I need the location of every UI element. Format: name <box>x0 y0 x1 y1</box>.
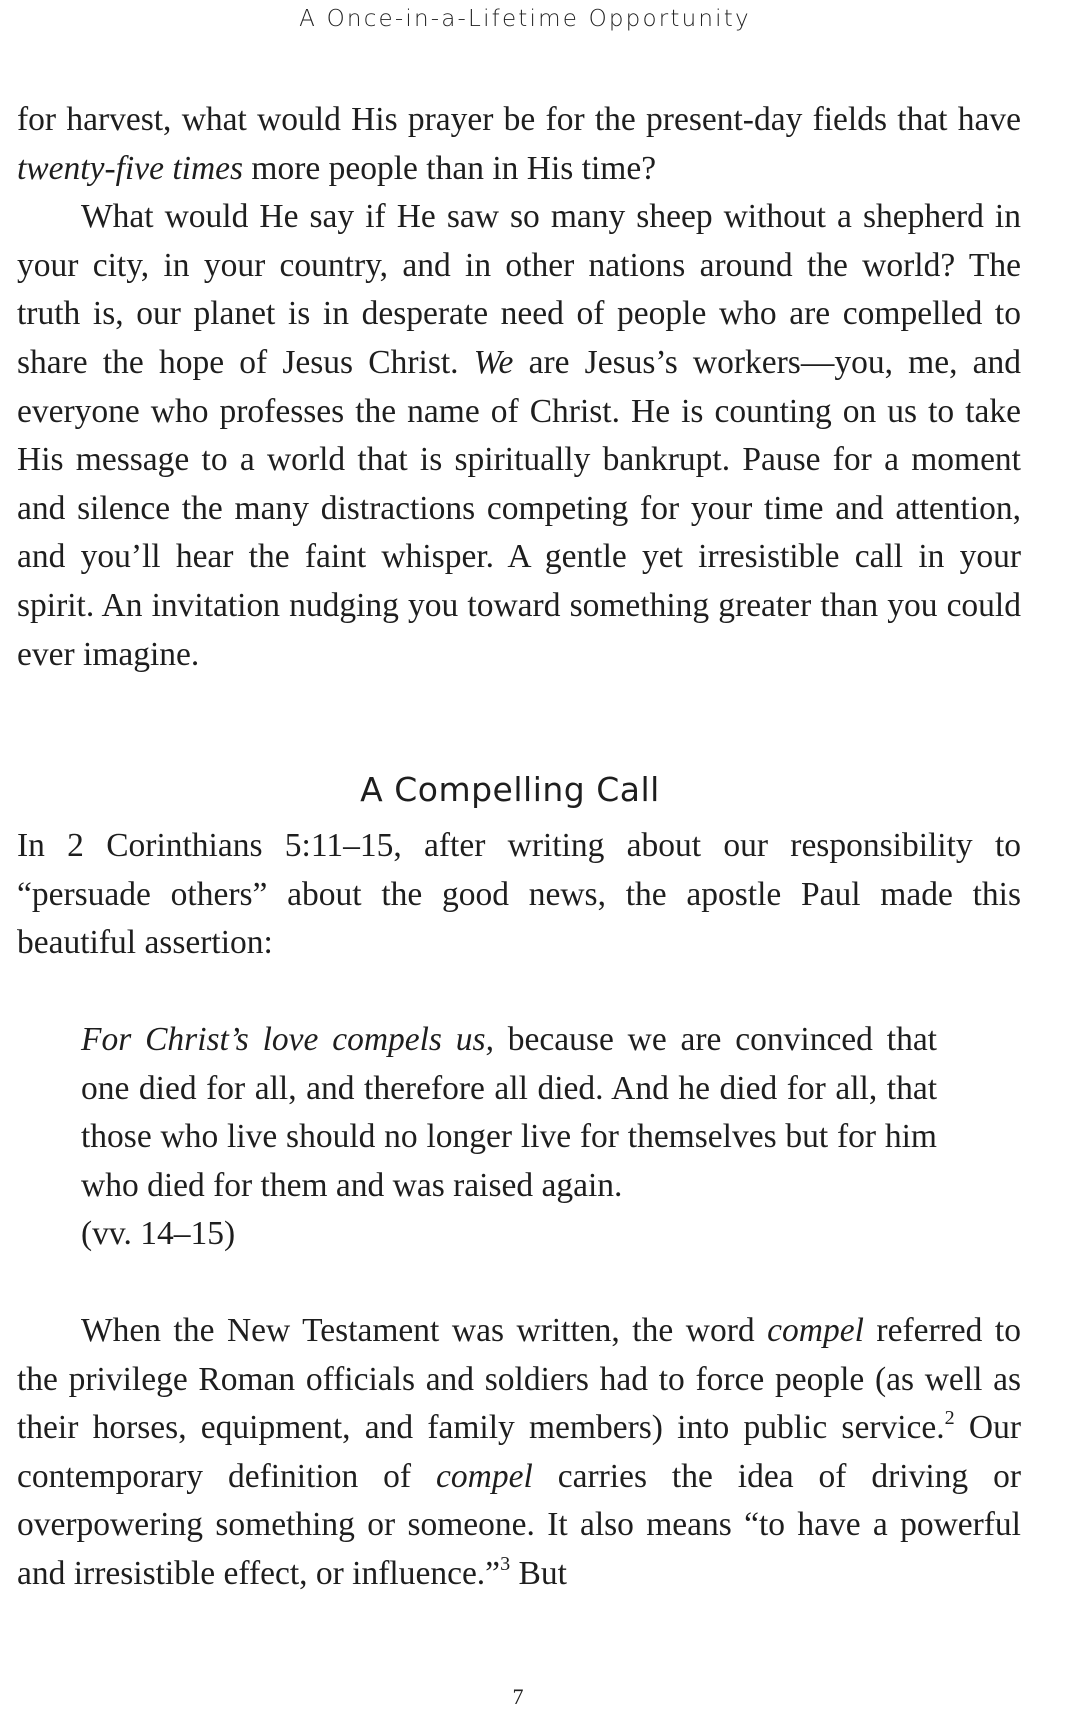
text: carries the idea of driving or overpowering something or someone. It also means “to have a powerful and irresistible effect, or influence.” <box>17 1457 1021 1592</box>
footnote-marker[interactable]: 2 <box>944 1407 955 1430</box>
text: for harvest, what would His prayer be for the present-day fields that have <box>17 101 1021 138</box>
paragraph: In 2 Corinthians 5:11–15, after writing about our responsibility to “persuade others” about the good news, the apostle Paul made this beautiful assertion: <box>17 827 1021 962</box>
section-heading: A Compelling Call <box>360 770 660 809</box>
emphasis: For Christ’s love compels us, <box>81 1021 494 1058</box>
emphasis: compel <box>767 1312 864 1349</box>
paragraph <box>17 193 1021 679</box>
text: more people than in His time? <box>243 149 657 187</box>
block-quote <box>81 1016 937 1259</box>
quote-text <box>81 1016 937 1210</box>
emphasis: twenty-five times <box>17 149 244 187</box>
body-section-2 <box>17 822 1021 968</box>
body-section-1 <box>17 96 1021 679</box>
text: What would He say if He saw so many sheep without a shepherd in your city, in your country, and in other nations around the world? The truth is, our planet is in desperate need of people who are compelled to share the hope of Jesus Christ. <box>17 198 1021 381</box>
body-section-3 <box>17 1307 1021 1599</box>
footnote-marker[interactable]: 3 <box>500 1552 511 1575</box>
page-number: 7 <box>512 1684 524 1709</box>
paragraph <box>17 1307 1021 1599</box>
text: Our contemporary definition of <box>17 1409 1021 1495</box>
text: But <box>510 1554 567 1592</box>
quote-reference: (vv. 14–15) <box>81 1215 236 1253</box>
text: are Jesus’s workers—you, me, and everyone who professes the name of Christ. He is counting on us to take His message to a world that is spiritually bankrupt. Pause for a moment and silence the many distractions competing for your time and attention, and you’ll hear the faint whisper. A gentle yet irresistible call in your spirit. An invitation nudging you toward something greater than you could ever imagine. <box>17 343 1021 673</box>
text: When the New Testament was written, the word <box>81 1312 768 1349</box>
running-head: A Once-in-a-Lifetime Opportunity <box>299 6 751 32</box>
emphasis: We <box>473 343 514 381</box>
text: referred to the privilege Roman officials and soldiers had to force people (as well as their horses, equipment, and family members) into public service. <box>17 1312 1021 1447</box>
paragraph <box>17 96 1021 193</box>
emphasis: compel <box>436 1457 533 1495</box>
text: because we are convinced that one died for all, and therefore all died. And he died for all, that those who live should no longer live for themselves but for him who died for them and was raised again. <box>81 1021 937 1204</box>
